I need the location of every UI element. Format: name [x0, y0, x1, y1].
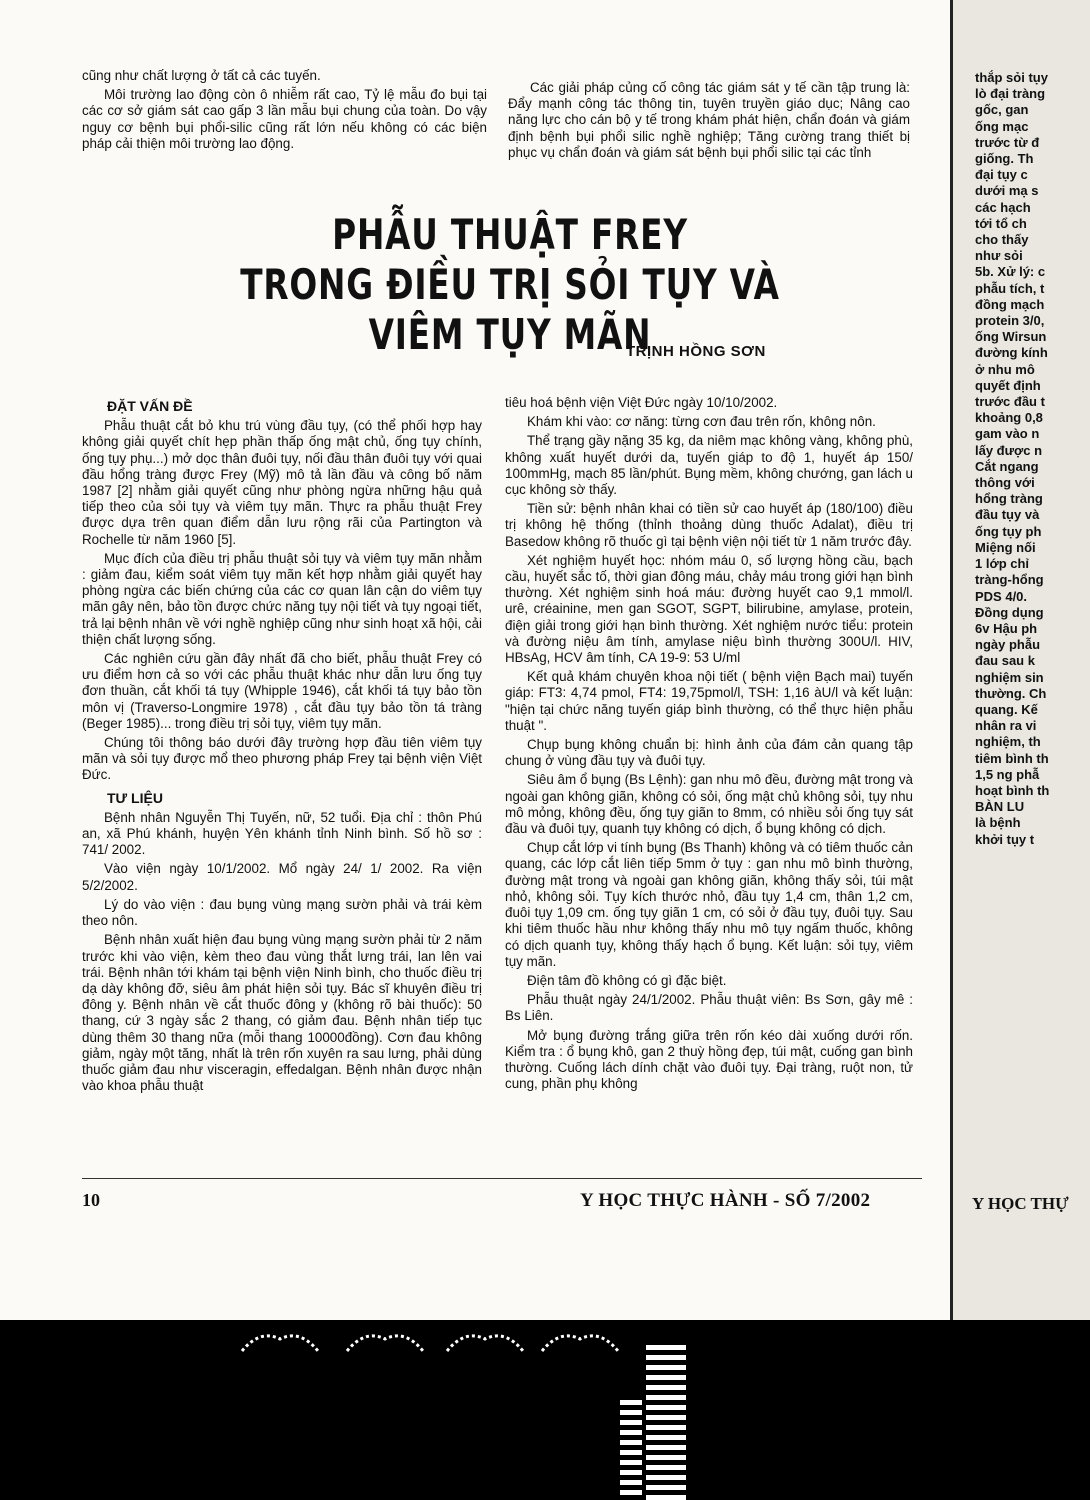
article-left-column	[82, 392, 482, 1097]
body-paragraph: Bệnh nhân Nguyễn Thị Tuyến, nữ, 52 tuổi. Địa chỉ : thôn Phú an, xã Phú khánh, huyện Yên khánh tỉnh Ninh bình. Số hồ sơ : 741/ 2002.	[82, 809, 482, 858]
next-page-fragment: tới tổ ch	[975, 215, 1027, 231]
next-page-fragment: BÀN LU	[975, 799, 1025, 815]
prev-article-para: cũng như chất lượng ở tất cả các tuyến.	[82, 68, 321, 83]
ornament-icon	[540, 1325, 620, 1353]
next-page-fragment: khởi tụy t	[975, 831, 1035, 847]
next-page-fragment: khoảng 0,8	[975, 410, 1043, 426]
next-page-fragment: đầu tụy và	[975, 507, 1040, 523]
next-page-fragment: gam vào n	[975, 426, 1040, 442]
next-page-footer: Y HỌC THỰ	[972, 1194, 1069, 1213]
next-page-text-fragments	[975, 70, 1090, 848]
ornament-icon	[240, 1325, 320, 1353]
next-page-fragment: thắp sỏi tụy	[975, 70, 1048, 85]
body-paragraph: Điện tâm đồ không có gì đặc biệt.	[527, 972, 727, 988]
next-page-fragment: đường kính	[975, 345, 1048, 361]
body-paragraph: Thể trạng gầy nặng 35 kg, da niêm mạc không vàng, không phù, không xuất huyết dưới da, tuyến giáp to độ 1, huyết áp 150/ 100mmHg, mạch 85 lần/phút. Bụng mềm, không chướng, gan lách u cục không sờ thấy.	[505, 433, 913, 498]
next-page-fragment: protein 3/0,	[975, 313, 1045, 329]
next-page-fragment: tiêm bình th	[975, 750, 1049, 766]
body-paragraph: Chụp bụng không chuẩn bị: hình ảnh của đám cản quang tập chung ở vùng đầu tụy và đuôi tụy.	[505, 737, 913, 769]
next-page-fragment: hoạt bình th	[975, 782, 1050, 798]
next-page-fragment: lò đại tràng	[975, 86, 1046, 102]
body-paragraph: Phẫu thuật cắt bỏ khu trú vùng đầu tụy, (có thể phối hợp hay không giải quyết chít hẹp phần thấp ống mật chủ, ống tụy chính, ống tụy phụ...) mở dọc thân đuôi tụy, nối đầu thân đuôi tụy với quai đầu hổng tràng được Frey (Mỹ) mô tả lần đầu và công bố năm 1987 [2] nhằm giải quyết cũng như phòng ngừa những hậu quả tiếp theo của sỏi tụy và viêm tụy mãn. Thực ra phẫu thuật Frey được dựa trên quan điểm dẫn lưu rộng rãi của Partington và Rochelle từ năm 1960 [5].	[82, 418, 482, 547]
next-page-fragment: nghiệm, th	[975, 734, 1041, 750]
next-page-fragment: 1 lớp chỉ	[975, 556, 1030, 572]
next-page-fragment: ở nhu mô	[975, 361, 1035, 377]
ornament-icon	[445, 1325, 525, 1353]
prev-article-para: Các giải pháp củng cố công tác giám sát y tế cần tập trung là: Đẩy mạnh công tác thông tin, tuyên truyền giáo dục; Nâng cao năng lực cho cán bộ y tế trong khám phát hiện, chẩn đoán và giám định bệnh bụi phổi silic nghề nghiệp; Tăng cường trang thiết bị phục vụ chẩn đoán và giám sát bệnh bụi phổi silic tại các tỉnh	[508, 80, 910, 160]
next-page-fragment: 5b. Xử lý: c	[975, 264, 1046, 280]
next-page-fragment: ống tụy ph	[975, 523, 1042, 539]
article-title	[237, 210, 783, 360]
next-page-fragment: trước từ đ	[975, 134, 1040, 150]
article-title-line1: PHẪU THUẬT FREY	[332, 210, 688, 259]
prev-article-left-column	[82, 68, 487, 155]
next-page-fragment: các hạch	[975, 199, 1031, 215]
next-page-fragment: phẫu tích, t	[975, 280, 1045, 296]
next-page-fragment: quang. Kế	[975, 701, 1038, 717]
body-paragraph: Mở bụng đường trắng giữa trên rốn kéo dài xuống dưới rốn. Kiểm tra : ổ bụng khô, gan 2 thuỳ hồng đẹp, túi mật, cuống gan bình thường. Cuống lách dính chặt vào đuôi tụy. Đại tràng, ruột non, tử cung, phần phụ không	[505, 1027, 913, 1092]
next-page-fragment: hổng tràng	[975, 491, 1043, 507]
next-page-fragment: quyết định	[975, 377, 1041, 393]
body-paragraph: Phẫu thuật ngày 24/1/2002. Phẫu thuật viên: Bs Sơn, gây mê : Bs Liên.	[505, 992, 913, 1024]
next-page-fragment: đại tụy c	[975, 167, 1028, 183]
next-page-fragment: thông với	[975, 475, 1035, 491]
body-paragraph: Xét nghiệm huyết học: nhóm máu 0, số lượng hồng cầu, bạch cầu, huyết sắc tố, thời gian đông máu, chảy máu trong giới hạn bình thường. Xét nghiệm sinh hoá máu: đường huyết cao 9,1 mmol/l. urê, créainine, men gan SGOT, SGPT, bilirubine, amylase, protein, điện giải trong giới hạn bình thường. Xét nghiệm nước tiểu: protein và đường niệu âm tính, amylase niệu bình thường 300U/l. HIV, HBsAg, HCV âm tính, CA 19-9: 53 U/ml	[505, 552, 913, 666]
next-page-fragment: PDS 4/0.	[975, 588, 1028, 604]
journal-footer: Y HỌC THỰC HÀNH - SỐ 7/2002	[580, 1190, 871, 1211]
next-page-fragment: 1,5 ng phẫ	[975, 766, 1040, 782]
next-page-fragment: thường. Ch	[975, 685, 1047, 701]
body-paragraph: Tiền sử: bệnh nhân khai có tiền sử cao huyết áp (180/100) điều trị không hệ thống (thỉnh thoảng dùng thuốc Adalat), điều trị Basedow không rõ thuốc gì tại bệnh viện nội tiết từ 1 năm trước đây.	[505, 501, 913, 549]
body-paragraph: Siêu âm ổ bụng (Bs Lệnh): gan nhu mô đều, đường mật trong và ngoài gan không giãn, không có sỏi, ống mật chủ không sỏi, tụy nhu mô mỏng, không đều, ống tụy giãn to 8mm, có nhiều sỏi ống tụy sát đầu và đuôi tụy, quanh tụy không có dịch, ổ bụng không có dịch.	[505, 772, 913, 837]
next-page-fragment: giống. Th	[975, 151, 1034, 167]
page-number: 10	[82, 1190, 100, 1210]
next-page-fragment: tràng-hổng	[975, 572, 1044, 588]
next-page-fragment: là bệnh	[975, 815, 1021, 831]
next-page-fragment: Miệng nối	[975, 539, 1036, 555]
footer-rule	[82, 1178, 922, 1179]
prev-article-para: Môi trường lao động còn ô nhiễm rất cao, Tỷ lệ mẫu đo bụi tại các cơ sở giám sát cao gấp 3 lần mẫu bụi chung của toàn. Do vậy nguy cơ bệnh bụi phổi-silic cũng rất lớn nếu không có các biện pháp cải thiện môi trường lao động.	[82, 87, 487, 151]
body-paragraph: Chụp cắt lớp vi tính bụng (Bs Thanh) không và có tiêm thuốc cản quang, các lớp cắt liên tiếp 5mm ở tụy : gan nhu mô bình thường, đường mật trong và ngoài gan không giãn, không thấy sỏi, túi mật nhỏ, không sỏi. Tụy kích thước nhỏ, đầu tụy 1,4 cm, thân 1,2 cm, đuôi tụy 1,09 cm. ống tụy giãn 1 cm, có sỏi ở đầu tụy, đuôi tụy. Sau khi tiêm thuốc hầu như không thấy nhu mô tụy ngấm thuốc, không có dịch quanh tụy, không thấy hạch ổ bụng. Kết luận: sỏi tụy, viêm tụy mãn.	[505, 840, 913, 969]
ornament-icon	[345, 1325, 425, 1353]
next-page-fragment: trước đầu t	[975, 394, 1045, 410]
next-page-fragment: dưới mạ s	[975, 183, 1039, 199]
next-page-fragment: Đồng dụng	[975, 604, 1044, 620]
article-author: TRỊNH HỒNG SƠN	[626, 343, 766, 360]
next-page-fragment: đồng mạch	[975, 296, 1045, 312]
body-paragraph: Vào viện ngày 10/1/2002. Mổ ngày 24/ 1/ 2002. Ra viện 5/2/2002.	[82, 861, 482, 893]
next-page-fragment: 6v Hậu ph	[975, 620, 1038, 636]
body-paragraph: Lý do vào viện : đau bụng vùng mạng sườn phải và trái kèm theo nôn.	[82, 896, 482, 929]
body-paragraph: Kết quả khám chuyên khoa nội tiết ( bệnh viện Bạch mai) tuyến giáp: FT3: 4,74 pmol, FT4: 19,75pmol/l, TSH: 1,16 àU/l và kết luận: "hiện tại chức năng tuyến giáp bình thường, có thể thực hiện phẫu thuật ".	[505, 669, 913, 733]
section-heading-introduction: ĐẶT VẤN ĐỀ	[107, 398, 193, 414]
body-paragraph: Các nghiên cứu gần đây nhất đã cho biết, phẫu thuật Frey có ưu điểm hơn cả so với các phẫu thuật khác như dẫn lưu ống tụy đơn thuần, cắt khối tá tụy (Whipple 1946), cắt khối tá tụy bảo tồn môn vị (Traverso-Longmire 1978) , cắt đầu tụy bảo tồn tá tràng (Beger 1985)... trong điều trị sỏi tụy, viêm tụy mãn.	[82, 651, 482, 731]
next-page-fragment: ống Wirsun	[975, 329, 1047, 345]
body-paragraph: Bệnh nhân xuất hiện đau bụng vùng mạng sườn phải từ 2 năm trước khi vào viện, kèm theo đau vùng thắt lưng trái, lan lên vai trái. Bệnh nhân tới khám tại bệnh viện Ninh bình, cho thuốc điều trị dạ dày không đỡ, siêu âm phát hiện sỏi tụy. Bác sĩ khuyên điều trị đông y. Bệnh nhân về cắt thuốc đông y (không rõ bài thuốc): 50 thang, cứ 3 ngày sắc 2 thang, có giảm đau. Bệnh nhân tiếp tục dùng thêm 30 thang nữa (mỗi thang 10000đồng). Cơn đau không giảm, ngày một tăng, nhất là trên rốn xuyên ra sau lưng, phải dùng thuốc giảm đau như visceragin, effedalgan. Bệnh nhân được nhận vào khoa phẫu thuật	[82, 932, 482, 1094]
next-page-fragment: ống mạc	[975, 118, 1029, 134]
barcode-stripes	[646, 1345, 686, 1500]
section-heading-case: TƯ LIỆU	[107, 789, 163, 806]
next-page-fragment: nhân ra vi	[975, 718, 1037, 734]
next-page-fragment: cho thấy	[975, 232, 1029, 248]
body-paragraph: Mục đích của điều trị phẫu thuật sỏi tụy và viêm tụy mãn nhằm : giảm đau, kiểm soát viêm tụy mãn kết hợp nhằm giải quyết hay phòng ngừa các biến chứng của các cơ quan lân cận do viêm tụy mãn gây nên, bảo tồn được chức năng tụy nội tiết và tụy ngoại tiết, trả lại bệnh nhân về với nghề nghiệp cũng như sinh hoạt xã hội, cải thiện chất lượng sống.	[82, 550, 482, 647]
prev-article-right-column	[508, 80, 910, 164]
next-page-fragment: Cắt ngang	[975, 458, 1039, 474]
article-right-column	[505, 395, 913, 1095]
body-paragraph: tiêu hoá bệnh viện Việt Đức ngày 10/10/2002.	[505, 395, 778, 410]
body-paragraph: Chúng tôi thông báo dưới đây trường hợp đầu tiên viêm tụy mãn và sỏi tụy được mổ theo phương pháp Frey tại bệnh viện Việt Đức.	[82, 735, 482, 783]
barcode-stripes	[620, 1400, 642, 1500]
article-title-line2: TRONG ĐIỀU TRỊ SỎI TỤY VÀ VIÊM TỤY MÃN	[240, 260, 780, 359]
next-page-fragment: đau sau k	[975, 653, 1035, 669]
next-page-fragment: ngày phẫu	[975, 637, 1041, 653]
next-page-fragment: gốc, gan	[975, 102, 1029, 118]
next-page-fragment: như sỏi	[975, 248, 1023, 264]
next-page-fragment: lấy được n	[975, 442, 1043, 458]
next-page-fragment: nghiệm sin	[975, 669, 1044, 685]
body-paragraph: Khám khi vào: cơ năng: từng cơn đau trên rốn, không nôn.	[527, 414, 876, 430]
